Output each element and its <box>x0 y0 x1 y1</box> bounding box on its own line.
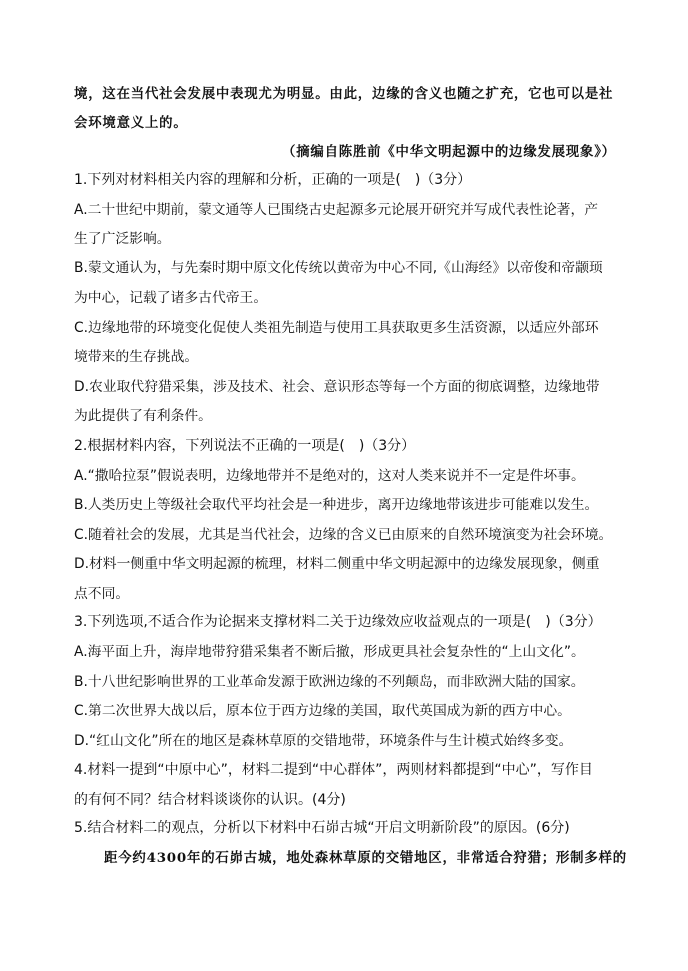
q3-option-d: D.“红山文化”所在的地区是森林草原的交错地带，环境条件与生计模式始终多变。 <box>74 733 573 749</box>
q2-option-c: C.随着社会的发展，尤其是当代社会，边缘的含义已由原来的自然环境演变为社会环境。 <box>74 527 613 543</box>
question-5-stem: 5.结合材料二的观点，分析以下材料中石峁古城“开启文明新阶段”的原因。(6分) <box>74 820 570 836</box>
question-1-stem: 1.下列对材料相关内容的理解和分析，正确的一项是( )（3分） <box>74 172 472 188</box>
q3-option-c: C.第二次世界大战以后，原本位于西方边缘的美国，取代英国成为新的西方中心。 <box>74 703 571 719</box>
q1-option-a: A.二十世纪中期前，蒙文通等人已围绕古史起源多元论展开研究并写成代表性论著，产 <box>74 202 599 218</box>
q2-option-a: A.“撒哈拉泵”假说表明，边缘地带并不是绝对的，这对人类来说并不一定是件坏事。 <box>74 468 585 484</box>
q1-option-b-cont: 为中心，记载了诸多古代帝王。 <box>74 290 268 306</box>
q2-option-b: B.人类历史上等级社会取代平均社会是一种进步，离开边缘地带该进步可能难以发生。 <box>74 497 599 513</box>
question-4-stem: 4.材料一提到“中原中心”，材料二提到“中心群体”，两则材料都提到“中心”，写作目 <box>74 762 593 778</box>
q1-option-d: D.农业取代狩猎采集，涉及技术、社会、意识形态等每一个方面的彻底调整，边缘地带 <box>74 379 600 395</box>
q1-option-c-cont: 境带来的生存挑战。 <box>74 349 199 365</box>
q1-option-c: C.边缘地带的环境变化促使人类祖先制造与使用工具获取更多生活资源，以适应外部环 <box>74 320 599 336</box>
q1-option-d-cont: 为此提供了有利条件。 <box>74 408 212 424</box>
q1-option-a-cont: 生了广泛影响。 <box>74 231 171 247</box>
question-3-stem: 3.下列选项,不适合作为论据来支撑材料二关于边缘效应收益观点的一项是( )（3分） <box>74 614 602 630</box>
source-citation: （摘编自陈胜前《中华文明起源中的边缘发展现象》） <box>282 144 616 160</box>
q3-option-a: A.海平面上升，海岸地带狩猎采集者不断后撤，形成更具社会复杂性的“上山文化”。 <box>74 644 585 660</box>
q3-option-b: B.十八世纪影响世界的工业革命发源于欧洲边缘的不列颠岛，而非欧洲大陆的国家。 <box>74 674 585 690</box>
q2-option-d-cont: 点不同。 <box>74 586 130 602</box>
question-4-stem-cont: 的有何不同？结合材料谈谈你的认识。(4分) <box>74 792 346 808</box>
passage-line-2: 会环境意义上的。 <box>74 115 188 131</box>
q2-option-d: D.材料一侧重中华文明起源的梳理，材料二侧重中华文明起源中的边缘发展现象，侧重 <box>74 556 600 572</box>
excerpt-line: 距今约4300年的石峁古城，地处森林草原的交错地区，非常适合狩猎；形制多样的 <box>104 850 627 866</box>
passage-line-1: 境，这在当代社会发展中表现尤为明显。由此，边缘的含义也随之扩充，它也可以是社 <box>74 86 614 102</box>
q1-option-b: B.蒙文通认为，与先秦时期中原文化传统以黄帝为中心不同,《山海经》以帝俊和帝颛顼 <box>74 260 603 276</box>
question-2-stem: 2.根据材料内容，下列说法不正确的一项是( )（3分） <box>74 438 416 454</box>
